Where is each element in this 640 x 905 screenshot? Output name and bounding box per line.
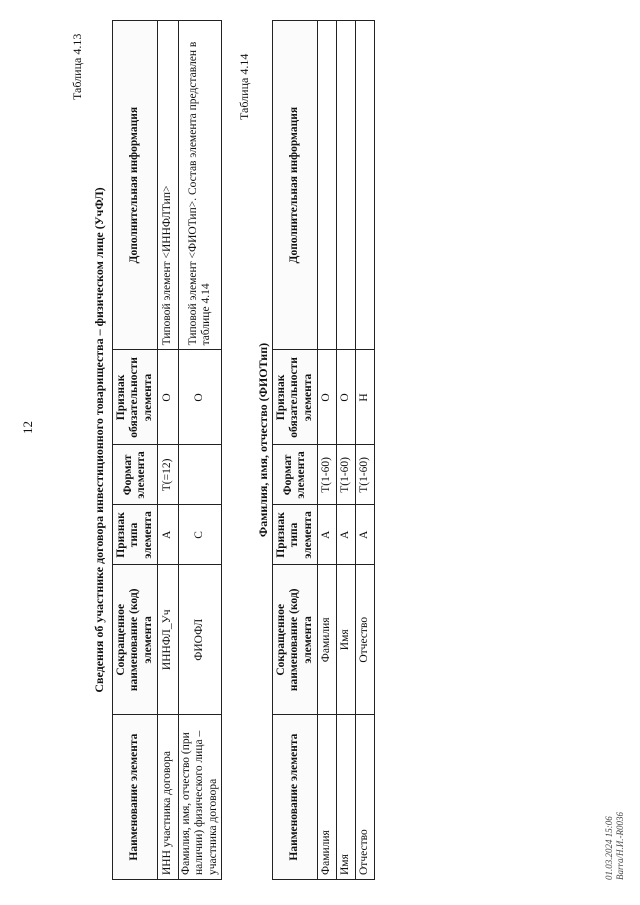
table-cell: Фамилия <box>318 565 337 715</box>
table-4-13-title: Сведения об участнике договора инвестиционного товарищества – физическом лице (УчФЛ) <box>92 187 106 693</box>
header-cell: Признак обязательности элемента <box>273 350 318 445</box>
table-cell: Н <box>356 350 375 445</box>
page-number: 12 <box>20 421 35 434</box>
table-cell: О <box>318 350 337 445</box>
table-cell: ФИОФЛ <box>179 565 222 715</box>
header-cell: Наименование элемента <box>113 715 158 880</box>
table-cell: Фамилия <box>318 715 337 880</box>
header-cell: Наименование элемента <box>273 715 318 880</box>
table-header-row <box>273 21 318 880</box>
table-4-13-caption: Таблица 4.13 <box>70 33 84 100</box>
table-row <box>356 21 375 880</box>
table-cell <box>179 445 222 505</box>
header-cell: Формат элемента <box>113 445 158 505</box>
table-cell: А <box>337 505 356 565</box>
table-cell: T(=12) <box>158 445 179 505</box>
table-cell: Имя <box>337 565 356 715</box>
table-row <box>337 21 356 880</box>
table-cell: Отчество <box>356 715 375 880</box>
header-cell: Дополнительная информация <box>113 21 158 350</box>
table-cell: Типовой элемент <ФИОТип>. Состав элемента представлен в таблице 4.14 <box>179 21 222 350</box>
table-4-13-wrapper <box>112 20 222 880</box>
table-cell: А <box>318 505 337 565</box>
table-4-14-title: Фамилия, имя, отчество (ФИОТип) <box>256 342 270 538</box>
table-cell: T(1-60) <box>318 445 337 505</box>
header-cell: Дополнительная информация <box>273 21 318 350</box>
header-cell: Признак обязательности элемента <box>113 350 158 445</box>
table-cell: Фамилия, имя, отчество (при наличии) физического лица – участника договора <box>179 715 222 880</box>
table-cell: T(1-60) <box>337 445 356 505</box>
signature-stamp <box>604 812 626 880</box>
table-row <box>158 21 179 880</box>
stamp-line: 01.03.2024 15:06 <box>604 816 614 880</box>
table-4-14-wrapper <box>272 20 375 880</box>
header-cell: Признак типа элемента <box>113 505 158 565</box>
table-cell: О <box>337 350 356 445</box>
table-cell: Типовой элемент <ИННФЛТип> <box>158 21 179 350</box>
table-4-13 <box>112 20 222 880</box>
header-cell: Формат элемента <box>273 445 318 505</box>
header-cell: Сокращенное наименование (код) элемента <box>113 565 158 715</box>
table-cell <box>337 21 356 350</box>
header-cell: Сокращенное наименование (код) элемента <box>273 565 318 715</box>
table-4-14-caption: Таблица 4.14 <box>237 53 251 120</box>
table-cell: Имя <box>337 715 356 880</box>
table-cell: ИНН участника договора <box>158 715 179 880</box>
table-cell <box>356 21 375 350</box>
table-cell: А <box>356 505 375 565</box>
stamp-line: Barra/Н.И.-R0036 <box>614 812 625 880</box>
table-cell: А <box>158 505 179 565</box>
table-cell: Отчество <box>356 565 375 715</box>
table-cell <box>318 21 337 350</box>
table-cell: T(1-60) <box>356 445 375 505</box>
header-cell: Признак типа элемента <box>273 505 318 565</box>
table-header-row <box>113 21 158 880</box>
table-cell: ИННФЛ_Уч <box>158 565 179 715</box>
table-cell: О <box>179 350 222 445</box>
table-row <box>179 21 222 880</box>
table-4-14 <box>272 20 375 880</box>
table-cell: О <box>158 350 179 445</box>
table-cell: С <box>179 505 222 565</box>
table-row <box>318 21 337 880</box>
